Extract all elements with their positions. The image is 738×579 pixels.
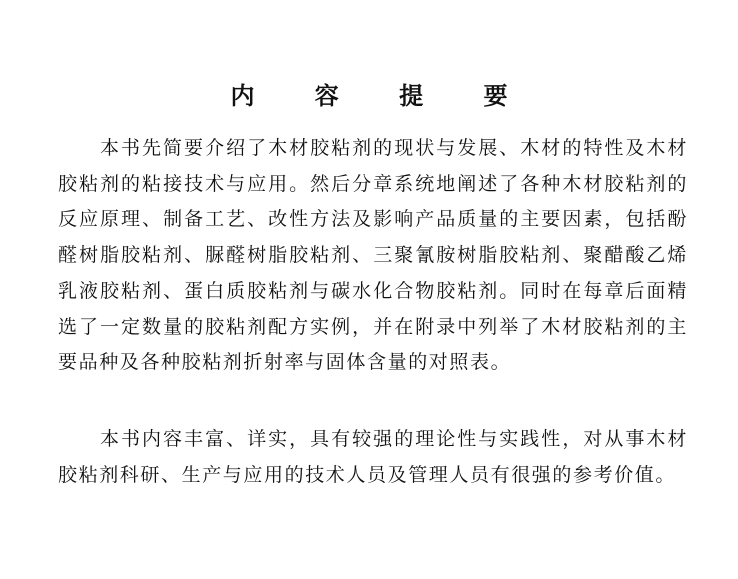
summary-paragraph-2: 本书内容丰富、详实，具有较强的理论性与实践性，对从事木材胶粘剂科研、生产与应用的技术人员及管理人员有很强的参考价值。 [58,428,688,486]
page-title: 内 容 提 要 [230,82,534,110]
summary-paragraph-1: 本书先简要介绍了木材胶粘剂的现状与发展、木材的特性及木材胶粘剂的粘接技术与应用。然后分章系统地阐述了各种木材胶粘剂的反应原理、制备工艺、改性方法及影响产品质量的主要因素，包括酚醛树脂胶粘剂、脲醛树脂胶粘剂、三聚氰胺树脂胶粘剂、聚醋酸乙烯乳液胶粘剂、蛋白质胶粘剂与碳水化合物胶粘剂。同时在每章后面精选了一定数量的胶粘剂配方实例，并在附录中列举了木材胶粘剂的主要品种及各种胶粘剂折射率与固体含量的对照表。 [58,137,688,374]
